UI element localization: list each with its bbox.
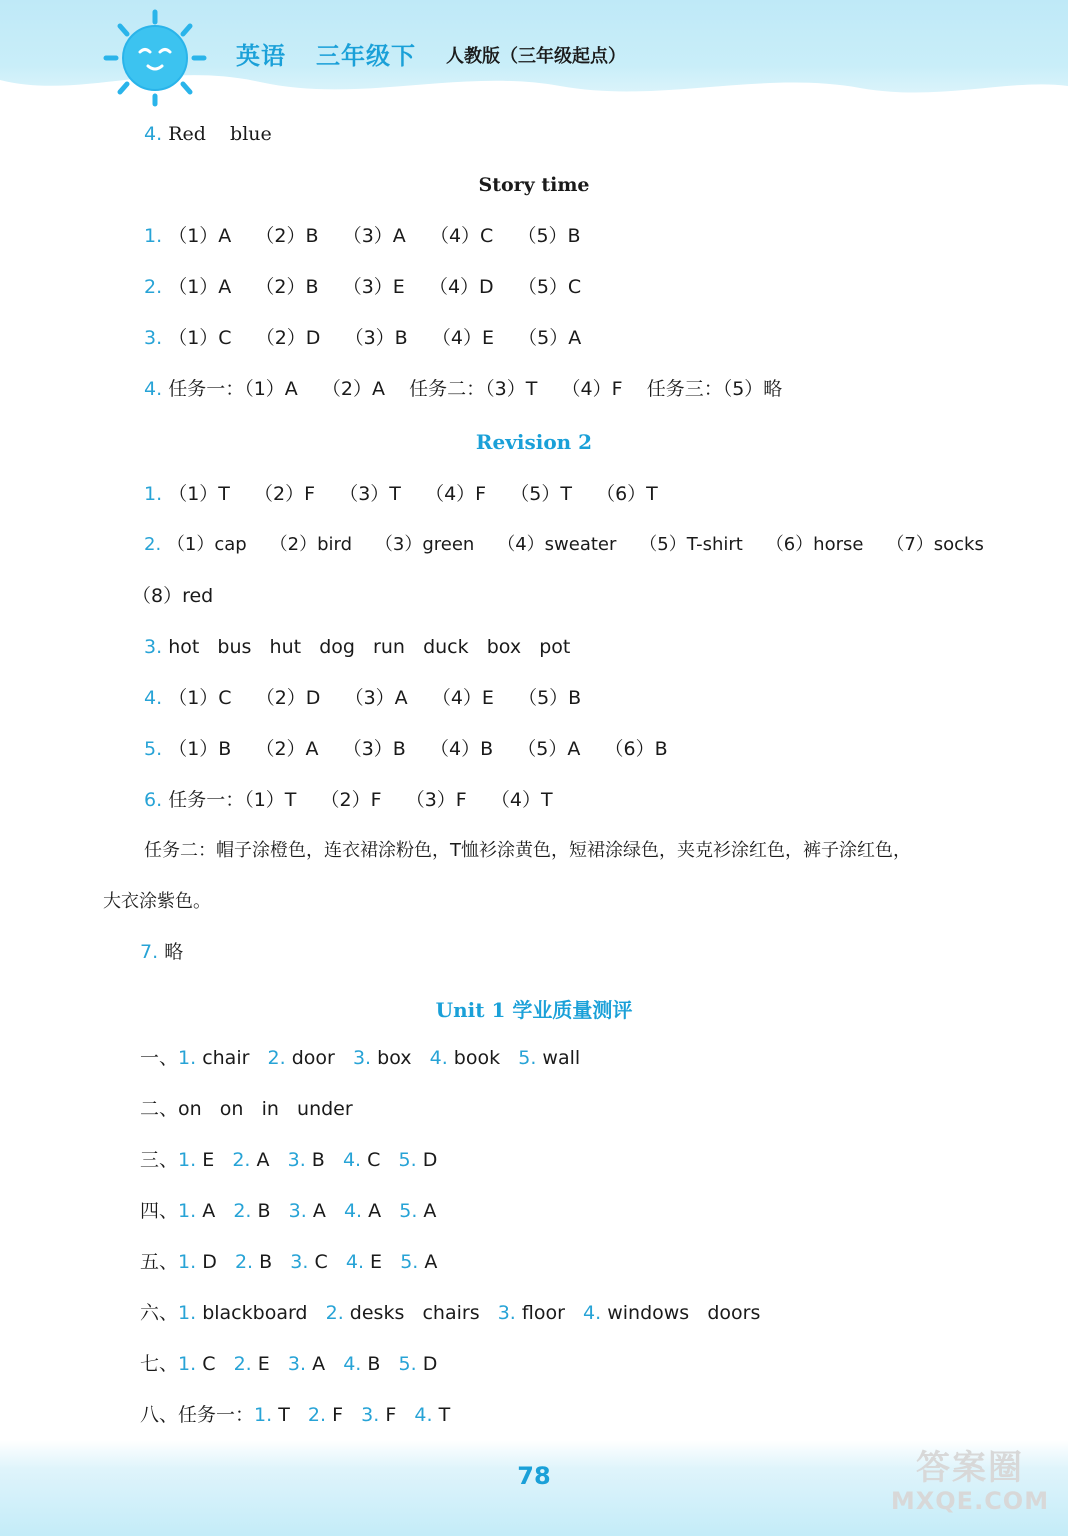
list-item	[140, 1199, 436, 1223]
list-item	[144, 533, 984, 557]
item-text: （1）C （2）D （3）A （4）E （5）B	[168, 687, 582, 709]
item-text: box	[371, 1047, 430, 1069]
item-text: wall	[536, 1047, 581, 1069]
item-text: B	[253, 1251, 291, 1273]
item-label: 一、	[140, 1047, 179, 1069]
item-text: E	[251, 1353, 288, 1375]
item-number: 2.	[233, 1353, 252, 1375]
list-item	[144, 326, 581, 350]
item-number: 2.	[233, 1200, 252, 1222]
item-number: 4.	[342, 1149, 362, 1171]
item-number: 7.	[140, 941, 159, 963]
watermark-url-text: MXQE.COM	[890, 1487, 1050, 1515]
item-label: 二、	[140, 1098, 179, 1120]
item-number: 2.	[267, 1047, 286, 1069]
item-number: 5.	[398, 1149, 417, 1171]
list-item	[144, 686, 581, 710]
list-item	[144, 224, 581, 248]
item-number: 1.	[178, 1302, 197, 1324]
item-label: 三、	[140, 1149, 179, 1171]
item-text: T	[272, 1404, 308, 1426]
item-text: T	[432, 1404, 451, 1426]
list-item	[144, 788, 553, 812]
item-number: 4.	[144, 687, 163, 709]
item-number: 5.	[518, 1047, 537, 1069]
list-item	[144, 635, 570, 659]
item-number: 4.	[144, 378, 163, 400]
item-text: door	[285, 1047, 353, 1069]
item-number: 3.	[144, 636, 163, 658]
item-number: 2.	[144, 534, 162, 555]
item-text: book	[447, 1047, 519, 1069]
item-number: 1.	[178, 1200, 197, 1222]
item-text: on on in under	[178, 1098, 353, 1120]
sun-icon	[100, 8, 210, 108]
item-text: chair	[196, 1047, 268, 1069]
item-number: 3.	[352, 1047, 372, 1069]
item-text: D	[416, 1149, 438, 1171]
item-text: desks chairs	[343, 1302, 498, 1324]
subject-title: 英语	[236, 42, 286, 70]
item-text: D	[196, 1251, 235, 1273]
item-label: 五、	[140, 1251, 179, 1273]
item-label: 四、	[140, 1200, 179, 1222]
list-item	[140, 1148, 437, 1172]
item-number: 1.	[254, 1404, 273, 1426]
item-number: 3.	[287, 1353, 307, 1375]
item-text: C	[196, 1353, 234, 1375]
item-number: 5.	[400, 1251, 419, 1273]
section-title-unit-1: Unit 1 学业质量测评	[435, 998, 633, 1022]
item-text: 任务二：帽子涂橙色，连衣裙涂粉色，T恤衫涂黄色，短裙涂绿色，夹克衫涂红色，裤子涂红色，	[144, 840, 911, 861]
list-item	[103, 890, 211, 914]
item-label: 六、	[140, 1302, 179, 1324]
item-number: 4.	[583, 1302, 602, 1324]
item-number: 4.	[144, 123, 163, 145]
item-text: （1）T （2）F （3）T （4）F （5）T （6）T	[168, 483, 658, 505]
item-number: 4.	[429, 1047, 448, 1069]
page-number: 78	[517, 1462, 551, 1490]
grade-title: 三年级下	[316, 42, 416, 70]
item-number: 1.	[178, 1251, 197, 1273]
watermark	[880, 1440, 1060, 1532]
item-text: A	[418, 1251, 438, 1273]
item-text: D	[416, 1353, 438, 1375]
edition-title: 人教版（三年级起点）	[446, 46, 626, 67]
item-text: hot bus hut dog run duck box pot	[168, 636, 571, 658]
item-text: A	[362, 1200, 400, 1222]
item-text: A	[417, 1200, 437, 1222]
item-number: 3.	[144, 327, 163, 349]
item-number: 2.	[307, 1404, 327, 1426]
item-text: B	[251, 1200, 289, 1222]
item-text: （1）A （2）B （3）A （4）C （5）B	[168, 225, 581, 247]
list-item	[144, 482, 658, 506]
item-label: 七、	[140, 1353, 179, 1375]
item-text: （1）A （2）B （3）E （4）D （5）C	[168, 276, 582, 298]
list-item	[140, 1301, 760, 1325]
item-text: A	[306, 1200, 344, 1222]
list-item	[140, 940, 183, 964]
item-text: （1）B （2）A （3）B （4）B （5）A （6）B	[168, 738, 668, 760]
list-item	[144, 377, 782, 401]
item-number: 4.	[343, 1353, 362, 1375]
item-text: Red blue	[168, 123, 272, 145]
item-number: 5.	[399, 1200, 418, 1222]
item-text: 略	[164, 941, 184, 963]
item-text: E	[196, 1149, 233, 1171]
item-number: 6.	[144, 789, 163, 811]
item-number: 3.	[287, 1149, 306, 1171]
item-number: 1.	[178, 1149, 197, 1171]
item-text: A	[250, 1149, 288, 1171]
item-number: 3.	[361, 1404, 380, 1426]
item-number: 4.	[345, 1251, 365, 1273]
list-item	[144, 275, 581, 299]
list-item	[144, 737, 668, 761]
item-text: C	[361, 1149, 399, 1171]
item-number: 1.	[144, 483, 163, 505]
item-text: （1）C （2）D （3）B （4）E （5）A	[168, 327, 582, 349]
item-number: 2.	[325, 1302, 344, 1324]
section-title-revision-2: Revision 2	[475, 430, 593, 454]
section-title-story-time: Story time	[478, 174, 590, 196]
item-number: 2.	[144, 276, 163, 298]
item-text: windows doors	[601, 1302, 761, 1324]
list-item	[144, 839, 911, 863]
item-text: 任务一：（1）A （2）A 任务二：（3）T （4）F 任务三：（5）略	[168, 378, 783, 400]
item-text: blackboard	[196, 1302, 326, 1324]
item-text: floor	[515, 1302, 584, 1324]
list-item	[140, 1097, 353, 1121]
item-number: 1.	[178, 1353, 197, 1375]
item-number: 1.	[144, 225, 163, 247]
item-text: 任务一：（1）T （2）F （3）F （4）T	[168, 789, 553, 811]
item-number: 5.	[144, 738, 163, 760]
item-number: 4.	[343, 1200, 363, 1222]
list-item	[132, 584, 213, 608]
item-text: E	[364, 1251, 401, 1273]
item-text: （1）cap （2）bird （3）green （4）sweater （5）T-shirt （6）horse （7）socks	[166, 534, 984, 555]
item-number: 3.	[288, 1200, 307, 1222]
list-item	[140, 1403, 450, 1427]
item-text: F	[379, 1404, 415, 1426]
item-text: B	[361, 1353, 399, 1375]
list-item	[144, 122, 272, 146]
watermark-logo-text: 答案圈	[916, 1448, 1024, 1488]
item-number: 5.	[398, 1353, 417, 1375]
item-text: 大衣涂紫色。	[103, 891, 211, 912]
list-item	[140, 1046, 580, 1070]
item-number: 4.	[414, 1404, 433, 1426]
item-number: 2.	[232, 1149, 251, 1171]
item-text: C	[308, 1251, 346, 1273]
item-text: B	[305, 1149, 343, 1171]
item-text: （8）red	[132, 585, 214, 607]
item-text: A	[196, 1200, 234, 1222]
item-number: 3.	[290, 1251, 309, 1273]
item-text: A	[306, 1353, 344, 1375]
list-item	[140, 1352, 437, 1376]
list-item	[140, 1250, 437, 1274]
item-number: 3.	[497, 1302, 516, 1324]
item-text: F	[326, 1404, 362, 1426]
item-number: 2.	[234, 1251, 254, 1273]
item-number: 1.	[178, 1047, 197, 1069]
item-label: 八、任务一：	[140, 1404, 255, 1426]
